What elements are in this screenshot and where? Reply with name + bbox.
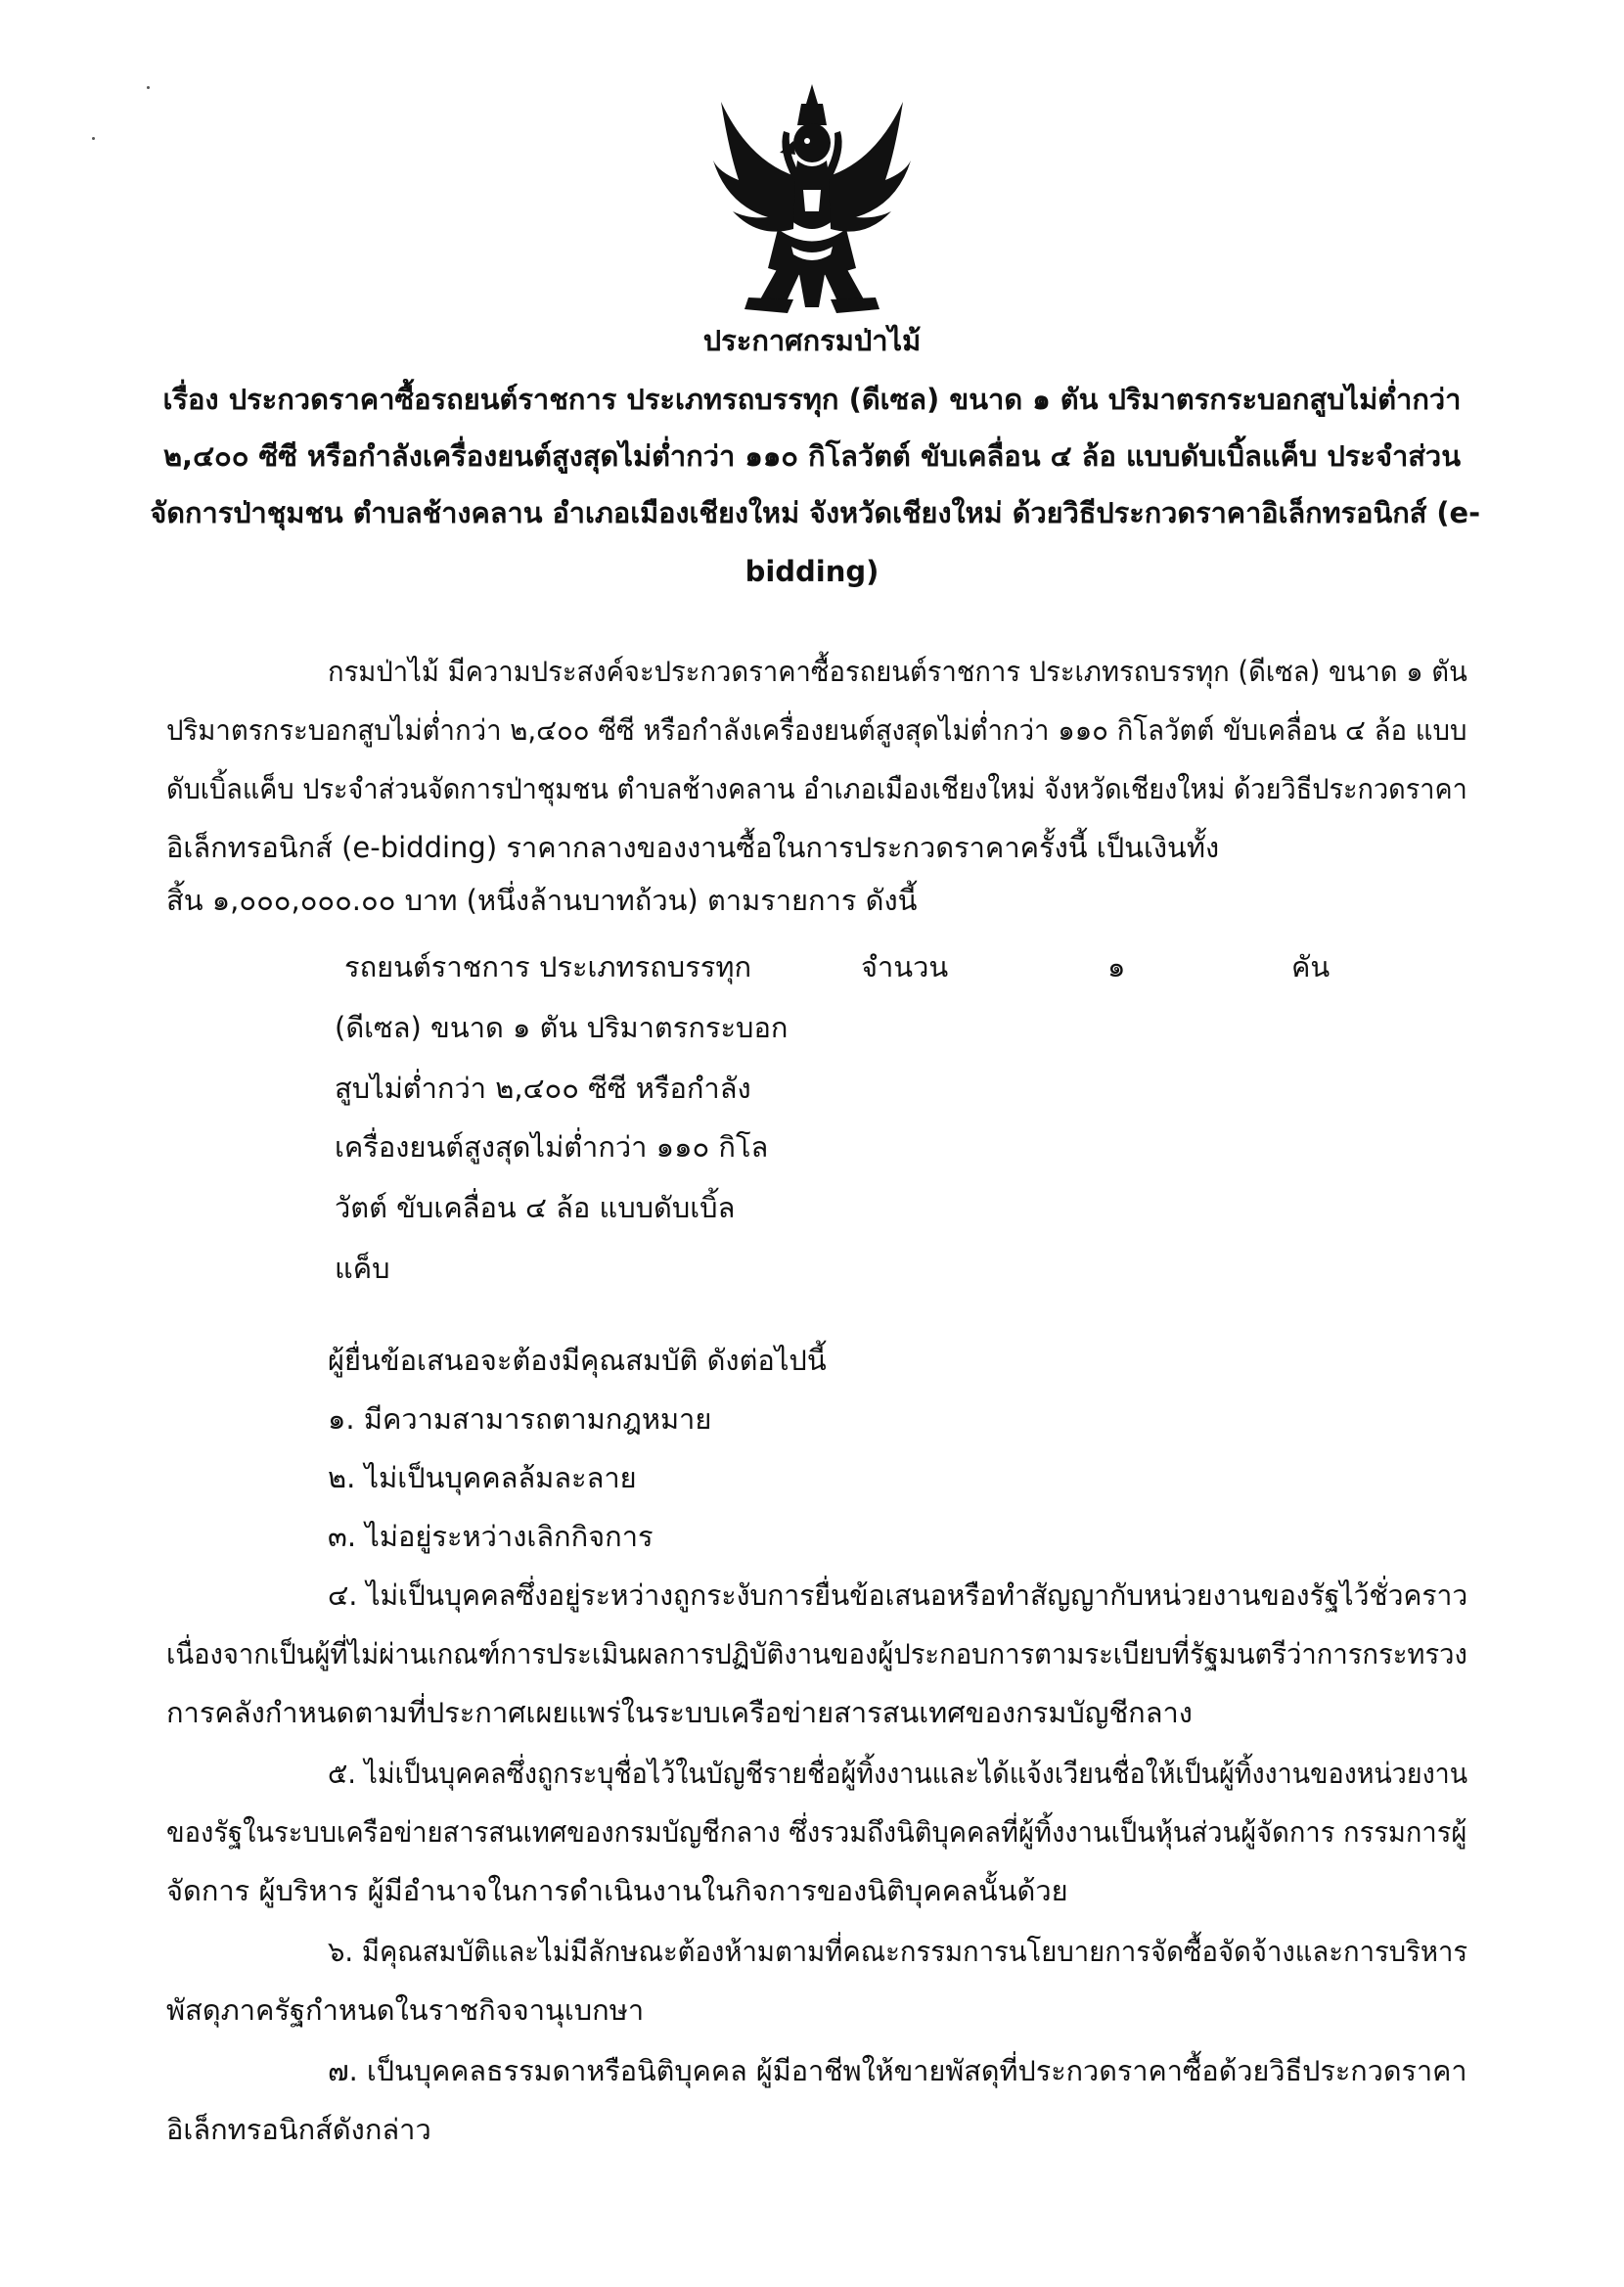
qualification-item: ๔. ไม่เป็นบุคคลซึ่งอยู่ระหว่างถูกระงับการยื่นข้อเสนอหรือทำสัญญากับหน่วยงานของรัฐไว้ชั่วคราว bbox=[328, 1578, 1468, 1612]
qualification-item-continued: การคลังกำหนดตามที่ประกาศเผยแพร่ในระบบเครือข่ายสารสนเทศของกรมบัญชีกลาง bbox=[166, 1696, 1193, 1729]
scan-speck bbox=[92, 137, 95, 140]
intro-line: อิเล็กทรอนิกส์ (e-bidding) ราคากลางของงานซื้อในการประกวดราคาครั้งนี้ เป็นเงินทั้ง bbox=[166, 831, 1220, 864]
intro-line: ดับเบิ้ลแค็บ ประจำส่วนจัดการป่าชุมชน ตำบลช้างคลาน อำเภอเมืองเชียงใหม่ จังหวัดเชียงใหม่ ด้วยวิธีประกวดราคา bbox=[166, 772, 1467, 805]
qualification-item: ๕. ไม่เป็นบุคคลซึ่งถูกระบุชื่อไว้ในบัญชีรายชื่อผู้ทิ้งงานและได้แจ้งเวียนชื่อให้เป็นผู้ทิ้งงานของหน่วยงาน bbox=[328, 1757, 1468, 1790]
qualifications-heading: ผู้ยื่นข้อเสนอจะต้องมีคุณสมบัติ ดังต่อไปนี้ bbox=[328, 1344, 827, 1377]
item-description: เครื่องยนต์สูงสุดไม่ต่ำกว่า ๑๑๐ กิโล bbox=[335, 1130, 769, 1164]
qualification-item: ๑. มีความสามารถตามกฎหมาย bbox=[328, 1402, 712, 1436]
qualification-item-continued: เนื่องจากเป็นผู้ที่ไม่ผ่านเกณฑ์การประเมินผลการปฏิบัติงานของผู้ประกอบการตามระเบียบที่รัฐมนตรีว่าการกระทรวง bbox=[166, 1637, 1467, 1670]
intro-line: ปริมาตรกระบอกสูบไม่ต่ำกว่า ๒,๔๐๐ ซีซี หรือกำลังเครื่องยนต์สูงสุดไม่ต่ำกว่า ๑๑๐ กิโลวัตต์ ขับเคลื่อน ๔ ล้อ แบบ bbox=[166, 713, 1467, 747]
subject-line: จัดการป่าชุมชน ตำบลช้างคลาน อำเภอเมืองเชียงใหม่ จังหวัดเชียงใหม่ ด้วยวิธีประกวดราคาอิเล็กทรอนิกส์ (e- bbox=[150, 496, 1481, 529]
item-description: วัตต์ ขับเคลื่อน ๔ ล้อ แบบดับเบิ้ล bbox=[335, 1191, 736, 1224]
qualification-item: ๓. ไม่อยู่ระหว่างเลิกกิจการ bbox=[328, 1520, 654, 1553]
item-unit: คัน bbox=[1291, 950, 1331, 983]
item-description: (ดีเซล) ขนาด ๑ ตัน ปริมาตรกระบอก bbox=[335, 1011, 789, 1044]
qualification-item: ๒. ไม่เป็นบุคคลล้มละลาย bbox=[328, 1461, 637, 1494]
qualification-item: ๖. มีคุณสมบัติและไม่มีลักษณะต้องห้ามตามที่คณะกรรมการนโยบายการจัดซื้อจัดจ้างและการบริหาร bbox=[328, 1935, 1468, 1968]
qualification-item: ๗. เป็นบุคคลธรรมดาหรือนิติบุคคล ผู้มีอาชีพให้ขายพัสดุที่ประกวดราคาซื้อด้วยวิธีประกวดราคา bbox=[328, 2054, 1467, 2087]
qualification-item-continued: พัสดุภาครัฐกำหนดในราชกิจจานุเบกษา bbox=[166, 1993, 645, 2027]
qualification-item-continued: อิเล็กทรอนิกส์ดังกล่าว bbox=[166, 2113, 431, 2146]
qualification-item-continued: จัดการ ผู้บริหาร ผู้มีอำนาจในการดำเนินงานในกิจการของนิติบุคคลนั้นด้วย bbox=[166, 1874, 1068, 1907]
subject-line: bidding) bbox=[744, 555, 880, 588]
scan-speck bbox=[147, 86, 150, 89]
item-description: รถยนต์ราชการ ประเภทรถบรรทุก bbox=[344, 950, 752, 983]
agency-title: ประกาศกรมป่าไม้ bbox=[702, 324, 922, 357]
item-description: สูบไม่ต่ำกว่า ๒,๔๐๐ ซีซี หรือกำลัง bbox=[335, 1072, 751, 1105]
garuda-emblem-icon bbox=[709, 82, 915, 317]
item-quantity-label: จำนวน bbox=[861, 950, 949, 983]
item-quantity: ๑ bbox=[1107, 950, 1126, 983]
subject-line: เรื่อง ประกวดราคาซื้อรถยนต์ราชการ ประเภทรถบรรทุก (ดีเซล) ขนาด ๑ ตัน ปริมาตรกระบอกสูบไม่ต่ำกว่า bbox=[162, 383, 1462, 416]
subject-line: ๒,๔๐๐ ซีซี หรือกำลังเครื่องยนต์สูงสุดไม่ต่ำกว่า ๑๑๐ กิโลวัตต์ ขับเคลื่อน ๔ ล้อ แบบดับเบิ้ลแค็บ ประจำส่วน bbox=[162, 439, 1462, 473]
intro-line: กรมป่าไม้ มีความประสงค์จะประกวดราคาซื้อรถยนต์ราชการ ประเภทรถบรรทุก (ดีเซล) ขนาด ๑ ตัน bbox=[328, 655, 1467, 688]
intro-line: สิ้น ๑,๐๐๐,๐๐๐.๐๐ บาท (หนึ่งล้านบาทถ้วน) ตามรายการ ดังนี้ bbox=[166, 884, 918, 917]
qualification-item-continued: ของรัฐในระบบเครือข่ายสารสนเทศของกรมบัญชีกลาง ซึ่งรวมถึงนิติบุคคลที่ผู้ทิ้งงานเป็นหุ้นส่วนผู้จัดการ กรรมการผู้ bbox=[166, 1815, 1467, 1849]
item-description: แค็บ bbox=[335, 1252, 390, 1285]
